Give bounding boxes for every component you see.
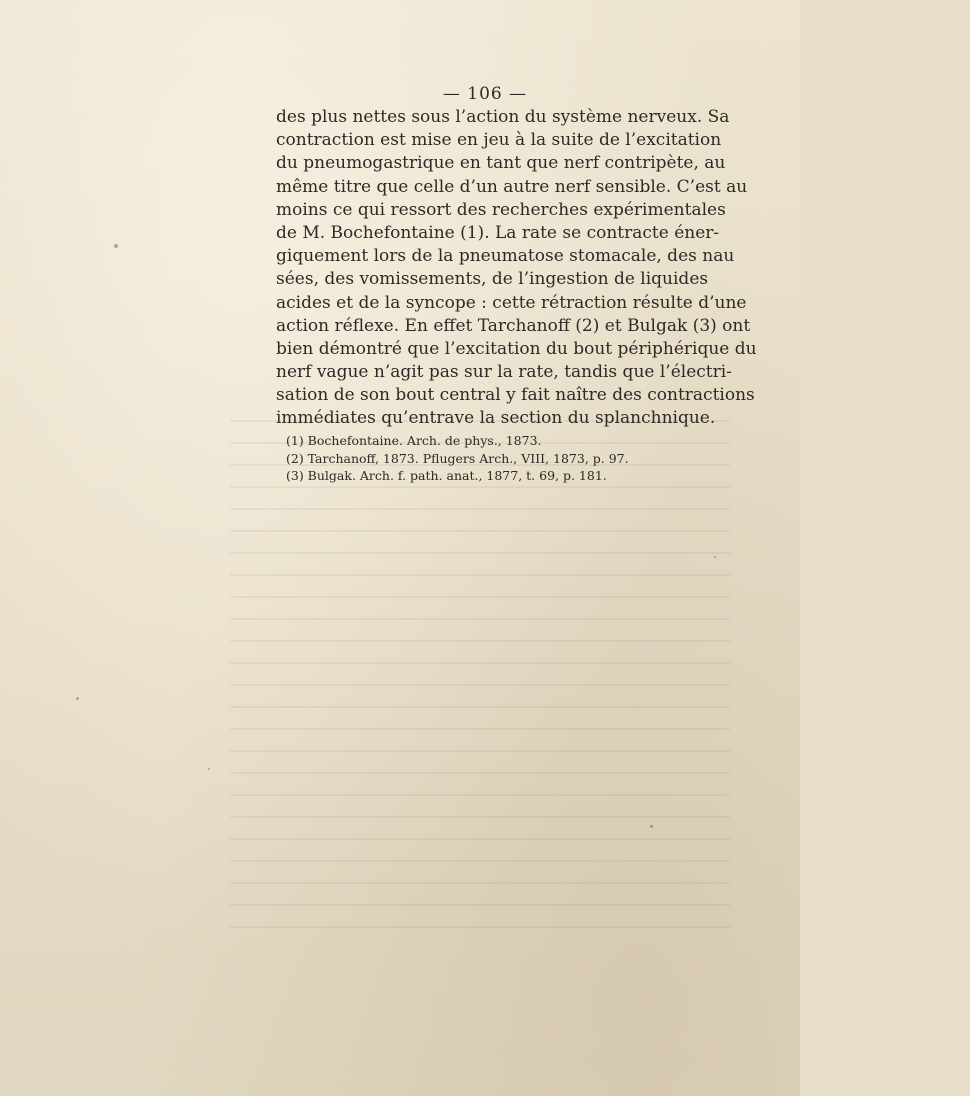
text-line: nerf vague n’agit pas sur la rate, tandis que l’électri- (276, 362, 732, 383)
text-line: même titre que celle d’un autre nerf sensible. C’est au (276, 176, 748, 197)
paper-speck (208, 768, 210, 770)
paper-speck (650, 825, 653, 828)
footnote: (1) Bochefontaine. Arch. de phys., 1873. (286, 433, 542, 448)
footnote: (3) Bulgak. Arch. f. path. anat., 1877, t. 69, p. 181. (286, 468, 607, 483)
paper-speck (714, 556, 716, 558)
text-line: du pneumogastrique en tant que nerf contripète, au (276, 153, 726, 174)
text-line: giquement lors de la pneumatose stomacale, des nau (276, 246, 735, 267)
paper-speck (76, 697, 79, 700)
text-line: des plus nettes sous l’action du système nerveux. Sa (276, 107, 730, 127)
show-through-text (230, 420, 730, 940)
body-paragraph (276, 106, 757, 431)
text-line: acides et de la syncope : cette rétraction résulte d’une (276, 292, 747, 313)
paper-speck (114, 244, 118, 248)
text-line: de M. Bochefontaine (1). La rate se contracte éner- (276, 222, 720, 243)
text-line: action réflexe. En effet Tarchanoff (2) et Bulgak (3) ont (276, 315, 751, 336)
footnotes (286, 432, 629, 485)
text-line: sées, des vomissements, de l’ingestion de liquides (276, 269, 709, 290)
text-line: sation de son bout central y fait naître des contractions (276, 385, 755, 406)
text-line: moins ce qui ressort des recherches expérimentales (276, 199, 726, 220)
footnote: (2) Tarchanoff, 1873. Pflugers Arch., VIII, 1873, p. 97. (286, 450, 629, 466)
text-line: immédiates qu’entrave la section du splanchnique. (276, 408, 716, 429)
text-line: contraction est mise en jeu à la suite de l’excitation (276, 130, 722, 151)
page-number: — 106 — (442, 84, 528, 104)
text-line: bien démontré que l’excitation du bout périphérique du (276, 338, 757, 359)
